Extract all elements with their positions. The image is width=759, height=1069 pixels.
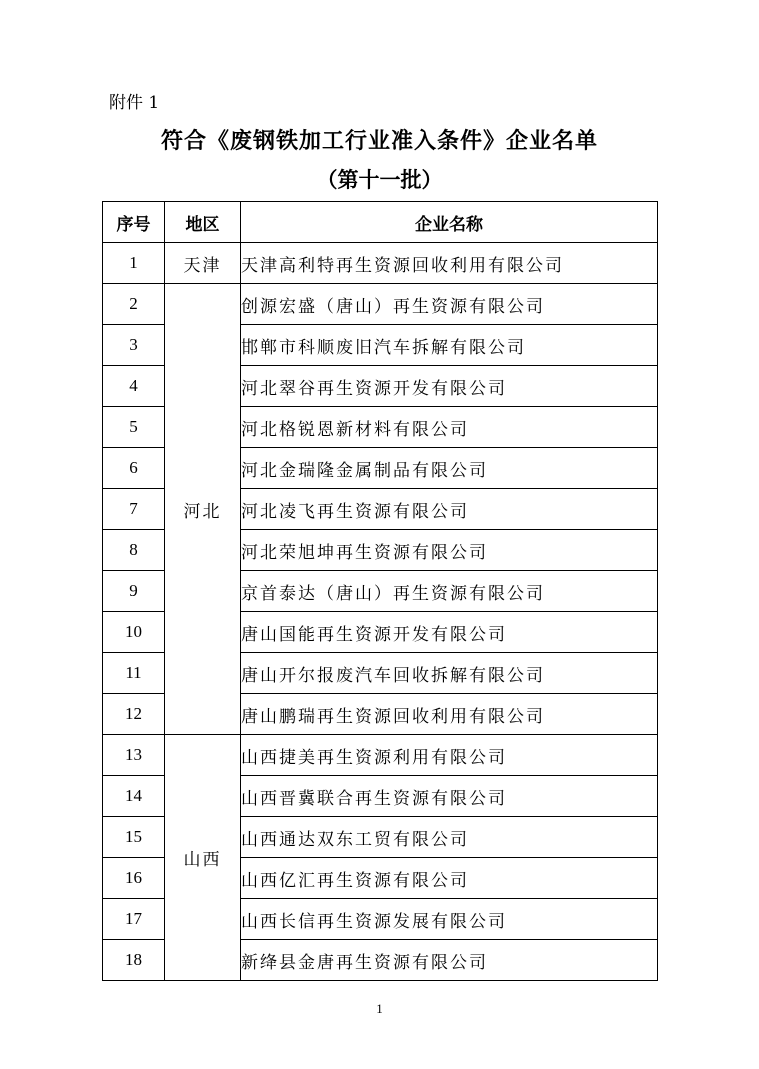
company-name: 山西亿汇再生资源有限公司 <box>241 858 658 899</box>
document-title: 符合《废钢铁加工行业准入条件》企业名单 <box>160 128 598 154</box>
company-name: 山西捷美再生资源利用有限公司 <box>241 735 658 776</box>
row-number: 12 <box>103 694 165 735</box>
table-row <box>103 284 658 325</box>
company-name: 山西晋冀联合再生资源有限公司 <box>241 776 658 817</box>
row-number: 11 <box>103 653 165 694</box>
company-name: 山西通达双东工贸有限公司 <box>241 817 658 858</box>
company-name: 山西长信再生资源发展有限公司 <box>241 899 658 940</box>
row-number: 10 <box>103 612 165 653</box>
company-name: 唐山国能再生资源开发有限公司 <box>241 612 658 653</box>
row-number: 6 <box>103 448 165 489</box>
table-header-row <box>103 202 658 243</box>
table-row <box>103 243 658 284</box>
page-number: 1 <box>376 1001 383 1016</box>
company-name: 河北凌飞再生资源有限公司 <box>241 489 658 530</box>
table-row <box>103 735 658 776</box>
row-number: 14 <box>103 776 165 817</box>
company-name: 河北格锐恩新材料有限公司 <box>241 407 658 448</box>
attachment-label: 附件 1 <box>109 93 160 113</box>
company-name: 唐山鹏瑞再生资源回收利用有限公司 <box>241 694 658 735</box>
row-number: 8 <box>103 530 165 571</box>
company-name: 创源宏盛（唐山）再生资源有限公司 <box>241 284 658 325</box>
region-cell: 河北 <box>165 284 241 735</box>
enterprise-table <box>102 201 658 981</box>
row-number: 16 <box>103 858 165 899</box>
company-name: 河北荣旭坤再生资源有限公司 <box>241 530 658 571</box>
header-number: 序号 <box>103 202 165 243</box>
row-number: 9 <box>103 571 165 612</box>
header-region: 地区 <box>165 202 241 243</box>
row-number: 4 <box>103 366 165 407</box>
row-number: 13 <box>103 735 165 776</box>
company-name: 唐山开尔报废汽车回收拆解有限公司 <box>241 653 658 694</box>
region-cell: 天津 <box>165 243 241 284</box>
row-number: 15 <box>103 817 165 858</box>
region-cell: 山西 <box>165 735 241 981</box>
row-number: 7 <box>103 489 165 530</box>
row-number: 2 <box>103 284 165 325</box>
row-number: 5 <box>103 407 165 448</box>
company-name: 新绛县金唐再生资源有限公司 <box>241 940 658 981</box>
company-name: 邯郸市科顺废旧汽车拆解有限公司 <box>241 325 658 366</box>
row-number: 3 <box>103 325 165 366</box>
row-number: 17 <box>103 899 165 940</box>
row-number: 18 <box>103 940 165 981</box>
document-subtitle: （第十一批） <box>316 167 443 192</box>
company-name: 河北金瑞隆金属制品有限公司 <box>241 448 658 489</box>
company-name: 河北翠谷再生资源开发有限公司 <box>241 366 658 407</box>
row-number: 1 <box>103 243 165 284</box>
company-name: 京首泰达（唐山）再生资源有限公司 <box>241 571 658 612</box>
company-name: 天津高利特再生资源回收利用有限公司 <box>241 243 658 284</box>
header-company-name: 企业名称 <box>241 202 658 243</box>
